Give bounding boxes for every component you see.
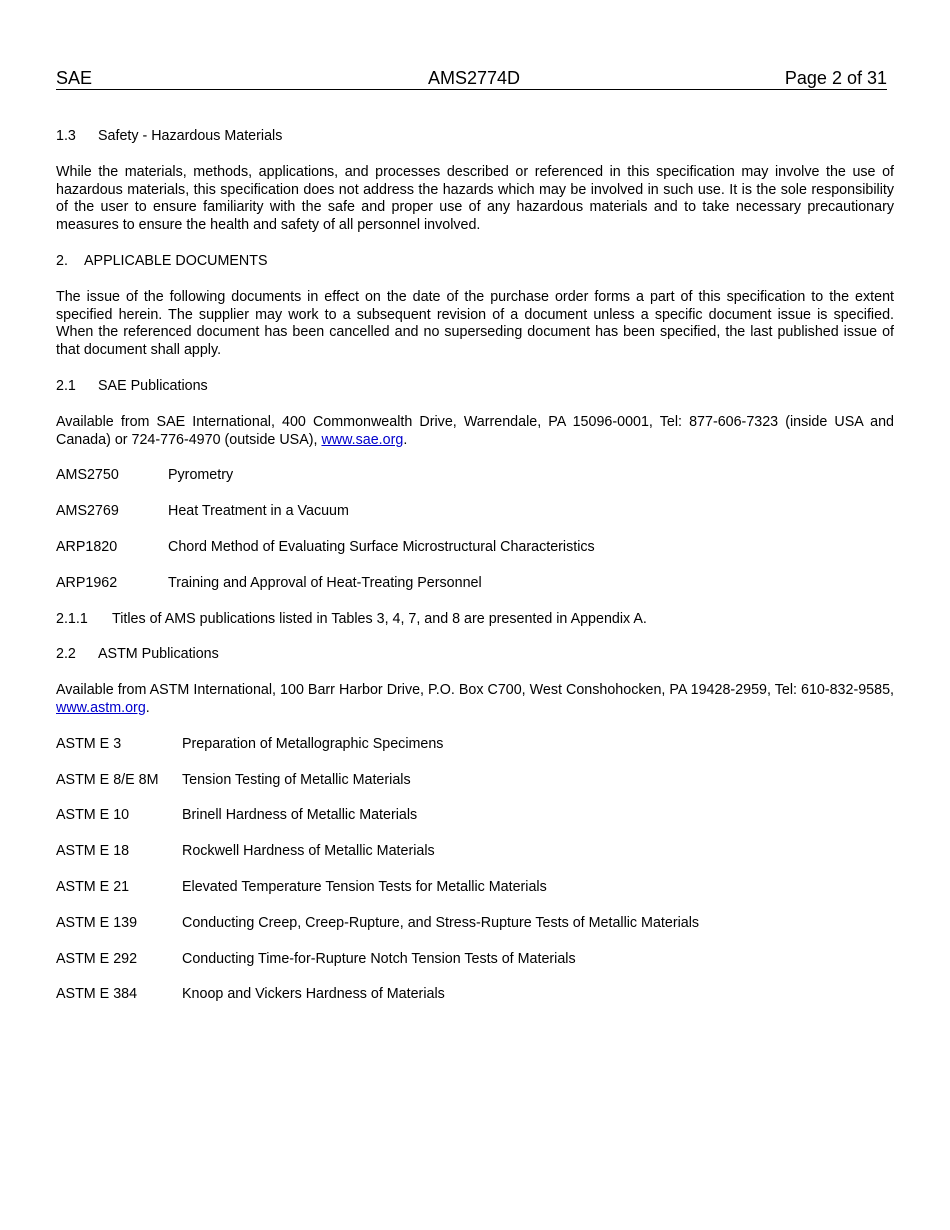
paragraph-sae-availability: Available from SAE International, 400 Commonwealth Drive, Warrendale, PA 15096-0001, Tel: 877-606-7323 (inside USA and Canada) or 724-776-4970 (outside USA), www.sae.org. [56,413,894,448]
section-heading-1-3: 1.3 Safety - Hazardous Materials [56,128,283,144]
document-body [56,128,894,1004]
reference-item: ASTM E 21 Elevated Temperature Tension Tests for Metallic Materials [56,878,547,895]
header-page-number: Page 2 of 31 [784,68,887,88]
reference-item: ASTM E 18 Rockwell Hardness of Metallic Materials [56,843,435,860]
paragraph-safety: While the materials, methods, applications, and processes described or referenced in this specification may involve the use of hazardous materials, this specification does not address the hazards which may be involved in such use. It is the sole responsibility of the user to ensure familiarity with the safe and proper use of any hazardous materials and to take necessary precautionary measures to ensure the health and safety of all personnel involved. [56,163,894,234]
reference-item: ASTM E 139 Conducting Creep, Creep-Rupture, and Stress-Rupture Tests of Metallic Materials [56,914,700,931]
paragraph-astm-availability: Available from ASTM International, 100 Barr Harbor Drive, P.O. Box C700, West Conshohocken, PA 19428-2959, Tel: 610-832-9585, www.astm.org. [56,682,894,716]
astm-website-link[interactable]: www.astm.org [56,699,146,716]
reference-item: ASTM E 8/E 8M Tension Testing of Metallic Materials [56,771,411,788]
sae-website-link[interactable]: www.sae.org [321,431,404,448]
reference-item: AMS2769 Heat Treatment in a Vacuum [56,503,349,520]
reference-item: ARP1820 Chord Method of Evaluating Surface Microstructural Characteristics [56,538,595,555]
section-heading-2-1-1: 2.1.1 Titles of AMS publications listed in Tables 3, 4, 7, and 8 are presented in Appendix A. [56,610,647,627]
reference-item: ASTM E 384 Knoop and Vickers Hardness of Materials [56,986,445,1003]
paragraph-applicable-documents: The issue of the following documents in effect on the date of the purchase order forms a part of this specification to the extent specified herein. The supplier may work to a subsequent revision of a document unless a specific document issue is specified. When the referenced document has been cancelled and no superseding document has been specified, the last published issue of that document shall apply. [56,288,894,359]
header-org: SAE [56,68,93,88]
reference-item: ARP1962 Training and Approval of Heat-Treating Personnel [56,574,482,591]
section-heading-2-2: 2.2 ASTM Publications [56,646,219,663]
reference-item: ASTM E 292 Conducting Time-for-Rupture Notch Tension Tests of Materials [56,950,576,967]
header-doc-number: AMS2774D [428,68,521,88]
reference-item: ASTM E 3 Preparation of Metallographic Specimens [56,735,444,752]
reference-item: ASTM E 10 Brinell Hardness of Metallic Materials [56,807,418,824]
page-header [56,67,887,90]
section-heading-2: 2. APPLICABLE DOCUMENTS [56,252,268,269]
section-heading-2-1: 2.1 SAE Publications [56,377,208,394]
reference-item: AMS2750 Pyrometry [56,467,234,484]
